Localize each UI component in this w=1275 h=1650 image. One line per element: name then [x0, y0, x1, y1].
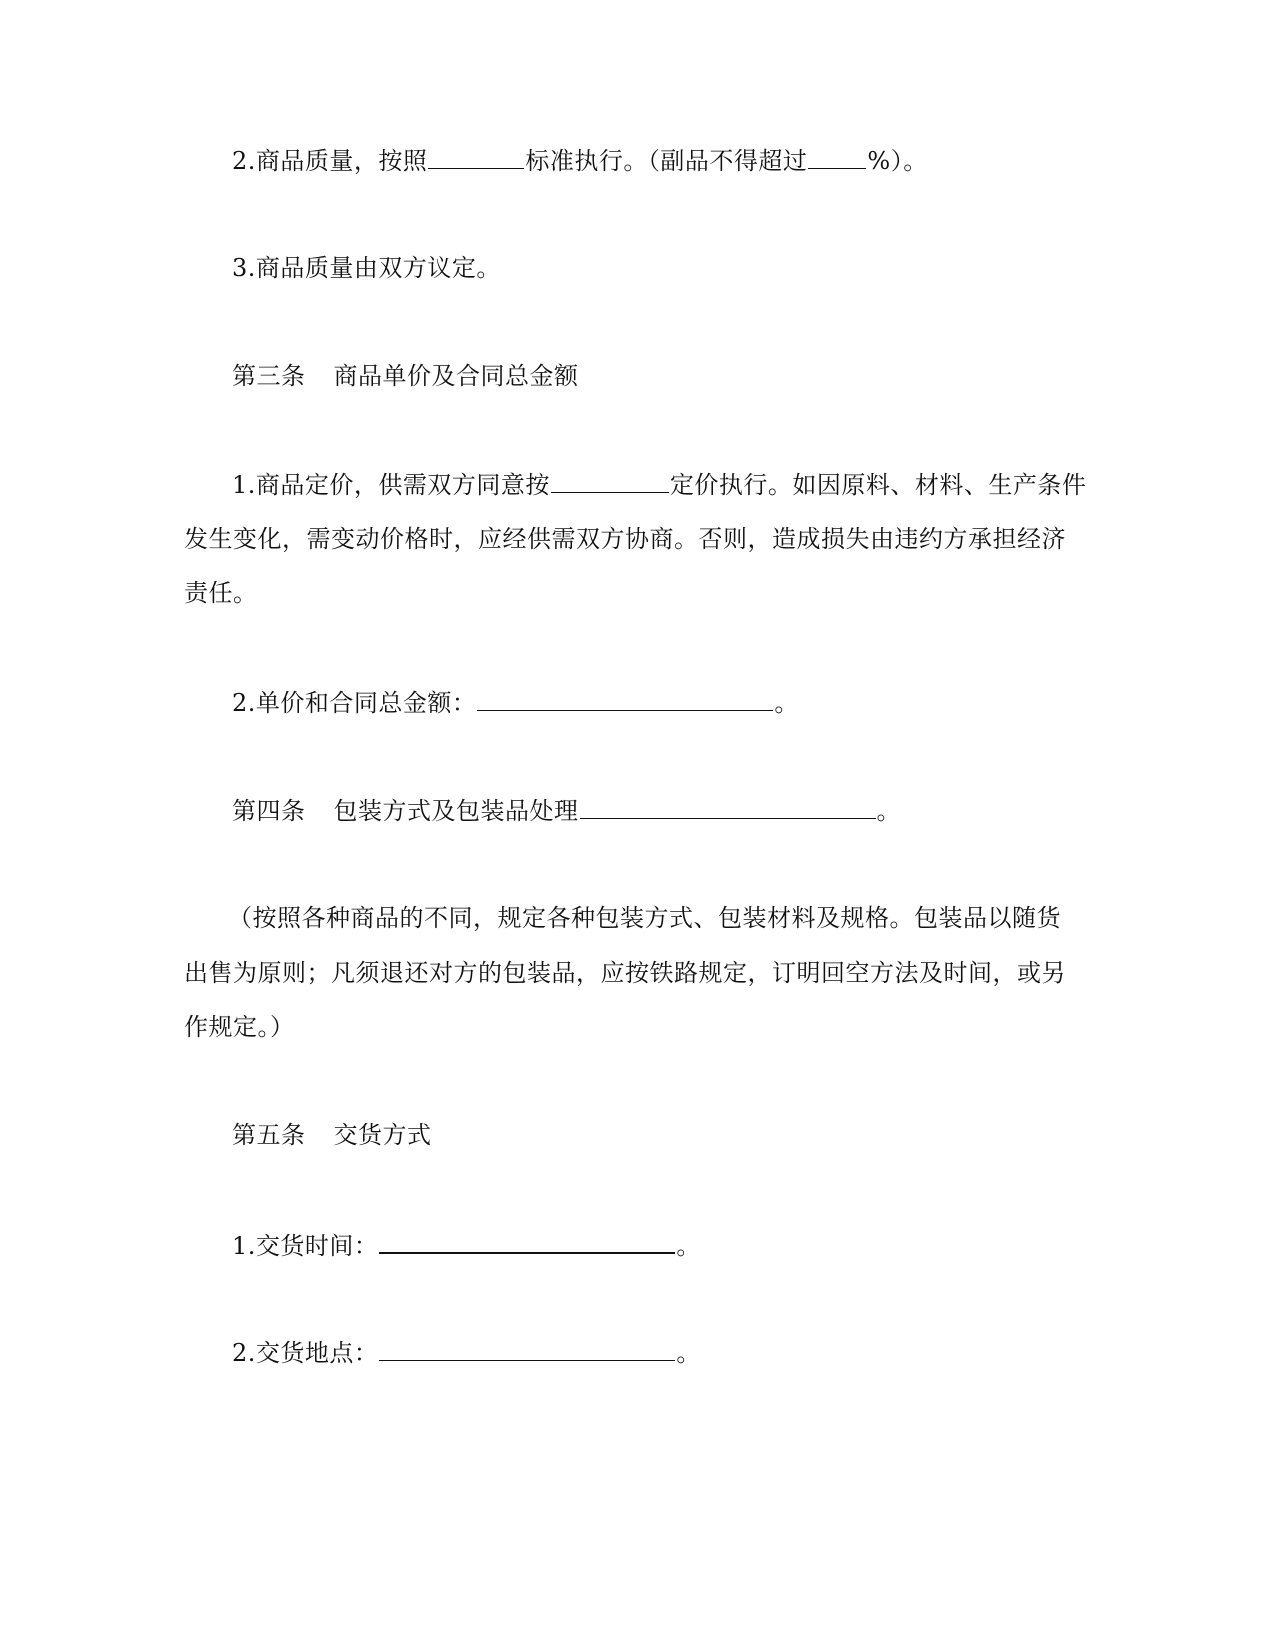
text: 。 — [774, 689, 799, 717]
article-title: 包装方式及包装品处理 — [333, 797, 579, 825]
text: %）。 — [867, 147, 928, 175]
clause-3-1-line-2 — [184, 523, 1066, 555]
text: 标准执行。（副品不得超过 — [525, 147, 808, 175]
text: 。 — [676, 1232, 701, 1260]
delivery-place-blank — [379, 1336, 675, 1361]
clause-3-1-line-1 — [232, 468, 1086, 501]
percent-blank — [808, 144, 866, 169]
article-title: 交货方式 — [333, 1121, 432, 1149]
text: （按照各种商品的不同，规定各种包装方式、包装材料及规格。包装品以随货 — [228, 904, 1061, 932]
price-basis-blank — [551, 468, 669, 493]
clause-2-2-quality-agreed — [232, 252, 501, 284]
text: 发生变化，需变动价格时，应经供需双方协商。否则，造成损失由违约方承担经济 — [184, 525, 1066, 553]
text: 出售为原则；凡须退还对方的包装品，应按铁路规定，订明回空方法及时间，或另 — [184, 959, 1066, 987]
clause-5-2-delivery-place — [232, 1336, 701, 1369]
standard-blank — [428, 144, 524, 169]
article-number: 第四条 — [232, 797, 306, 825]
article-number: 第五条 — [232, 1121, 306, 1149]
article-4-heading — [232, 794, 901, 827]
article-title: 商品单价及合同总金额 — [333, 362, 579, 390]
clause-3-1-line-3 — [184, 577, 258, 609]
text: 。 — [676, 1339, 701, 1367]
article-4-note-line-1 — [228, 902, 1061, 934]
text: 责任。 — [184, 579, 258, 607]
packaging-blank — [580, 794, 876, 819]
text: 2.交货地点： — [232, 1339, 379, 1367]
article-5-heading — [232, 1119, 432, 1151]
total-amount-blank — [477, 686, 773, 711]
delivery-time-blank — [379, 1228, 675, 1254]
article-4-note-line-2 — [184, 957, 1066, 989]
clause-2-1-quality-standard — [232, 144, 928, 177]
article-3-heading — [232, 360, 579, 392]
text: 2.商品质量，按照 — [232, 147, 428, 175]
text: 3.商品质量由双方议定。 — [232, 254, 501, 282]
text: 。 — [876, 797, 901, 825]
text: 1.商品定价，供需双方同意按 — [232, 471, 550, 499]
article-number: 第三条 — [232, 362, 306, 390]
text: 定价执行。如因原料、材料、生产条件 — [669, 471, 1087, 499]
article-4-note-line-3 — [184, 1011, 295, 1043]
clause-5-1-delivery-time — [232, 1228, 701, 1262]
text: 1.交货时间： — [232, 1232, 379, 1260]
text: 2.单价和合同总金额： — [232, 689, 477, 717]
text: 作规定。） — [184, 1013, 295, 1041]
clause-3-2-total — [232, 686, 799, 719]
